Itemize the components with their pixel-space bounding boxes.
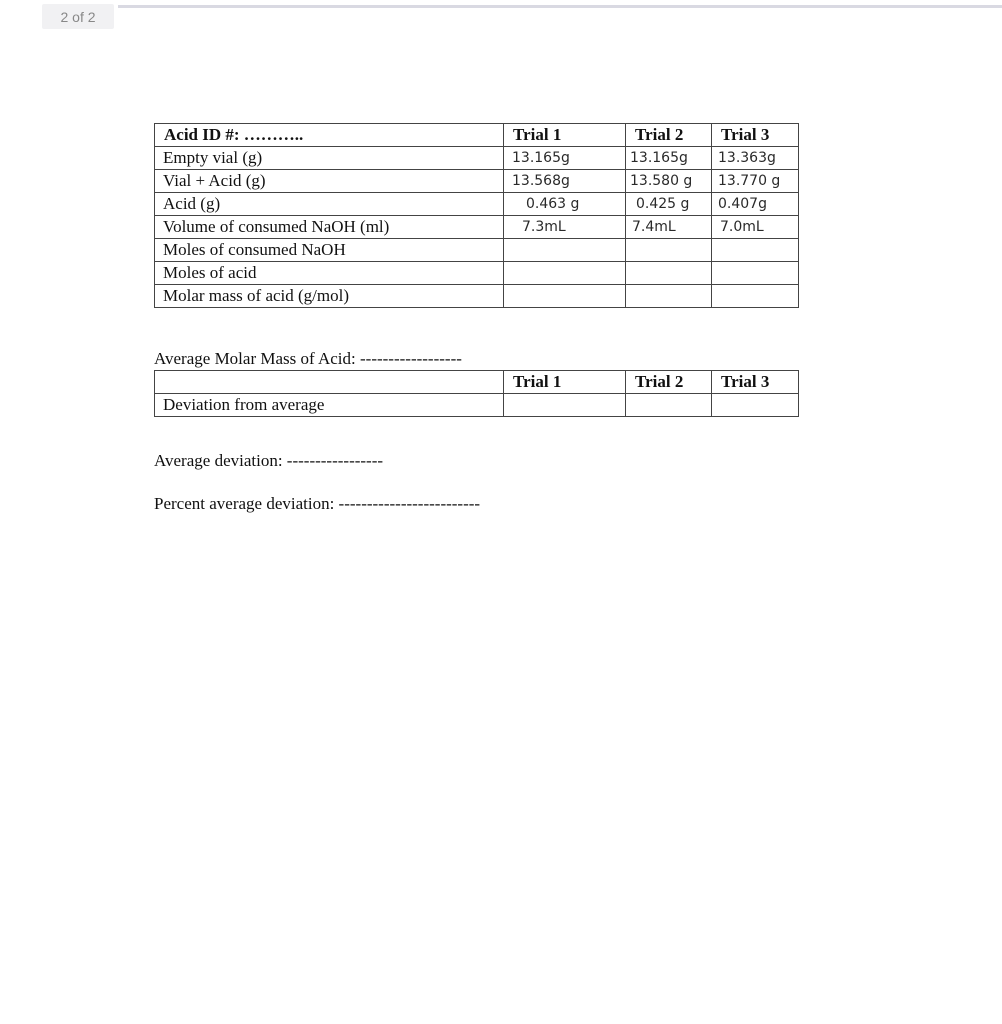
table-row xyxy=(155,285,799,308)
trial-2-value: 13.580 g xyxy=(626,170,712,193)
acid-data-table xyxy=(154,123,799,308)
trial-2-header: Trial 2 xyxy=(626,124,712,147)
acid-id-header: Acid ID #: ……….. xyxy=(155,124,504,147)
trial-1-header: Trial 1 xyxy=(504,124,626,147)
page-indicator: 2 of 2 xyxy=(42,4,114,29)
trial-1-header: Trial 1 xyxy=(504,371,626,394)
table-row xyxy=(155,193,799,216)
trial-1-value: 13.165g xyxy=(504,147,626,170)
row-label: Vial + Acid (g) xyxy=(155,170,504,193)
page-top-rule xyxy=(118,5,1002,8)
trial-1-value: 7.3mL xyxy=(504,216,626,239)
table-row xyxy=(155,170,799,193)
table-row xyxy=(155,239,799,262)
average-deviation-label: Average deviation: ----------------- xyxy=(154,451,384,470)
trial-3-value xyxy=(712,239,799,262)
trial-2-value: 13.165g xyxy=(626,147,712,170)
trial-2-value: 7.4mL xyxy=(626,216,712,239)
row-label: Volume of consumed NaOH (ml) xyxy=(155,216,504,239)
table-row xyxy=(155,147,799,170)
trial-1-value xyxy=(504,285,626,308)
trial-3-header: Trial 3 xyxy=(712,371,799,394)
trial-1-value: 13.568g xyxy=(504,170,626,193)
trial-3-value xyxy=(712,285,799,308)
trial-3-header: Trial 3 xyxy=(712,124,799,147)
deviation-header-blank xyxy=(155,371,504,394)
trial-1-value: 0.463 g xyxy=(504,193,626,216)
row-label: Molar mass of acid (g/mol) xyxy=(155,285,504,308)
table-row xyxy=(155,394,799,417)
average-molar-mass-label: Average Molar Mass of Acid: ------------------ xyxy=(154,349,462,368)
trial-3-value: 13.770 g xyxy=(712,170,799,193)
table-header-row xyxy=(155,371,799,394)
percent-average-deviation-label: Percent average deviation: ------------------------- xyxy=(154,494,481,513)
row-label: Empty vial (g) xyxy=(155,147,504,170)
table-row xyxy=(155,262,799,285)
trial-2-value xyxy=(626,285,712,308)
trial-3-value: 13.363g xyxy=(712,147,799,170)
trial-2-value xyxy=(626,239,712,262)
row-label: Moles of consumed NaOH xyxy=(155,239,504,262)
table-header-row xyxy=(155,124,799,147)
trial-3-value xyxy=(712,394,799,417)
table-row xyxy=(155,216,799,239)
trial-1-value xyxy=(504,239,626,262)
trial-1-value xyxy=(504,262,626,285)
trial-2-header: Trial 2 xyxy=(626,371,712,394)
trial-2-value xyxy=(626,262,712,285)
trial-3-value xyxy=(712,262,799,285)
trial-1-value xyxy=(504,394,626,417)
trial-3-value: 7.0mL xyxy=(712,216,799,239)
row-label: Deviation from average xyxy=(155,394,504,417)
row-label: Moles of acid xyxy=(155,262,504,285)
trial-2-value xyxy=(626,394,712,417)
trial-2-value: 0.425 g xyxy=(626,193,712,216)
row-label: Acid (g) xyxy=(155,193,504,216)
deviation-table xyxy=(154,370,799,417)
trial-3-value: 0.407g xyxy=(712,193,799,216)
